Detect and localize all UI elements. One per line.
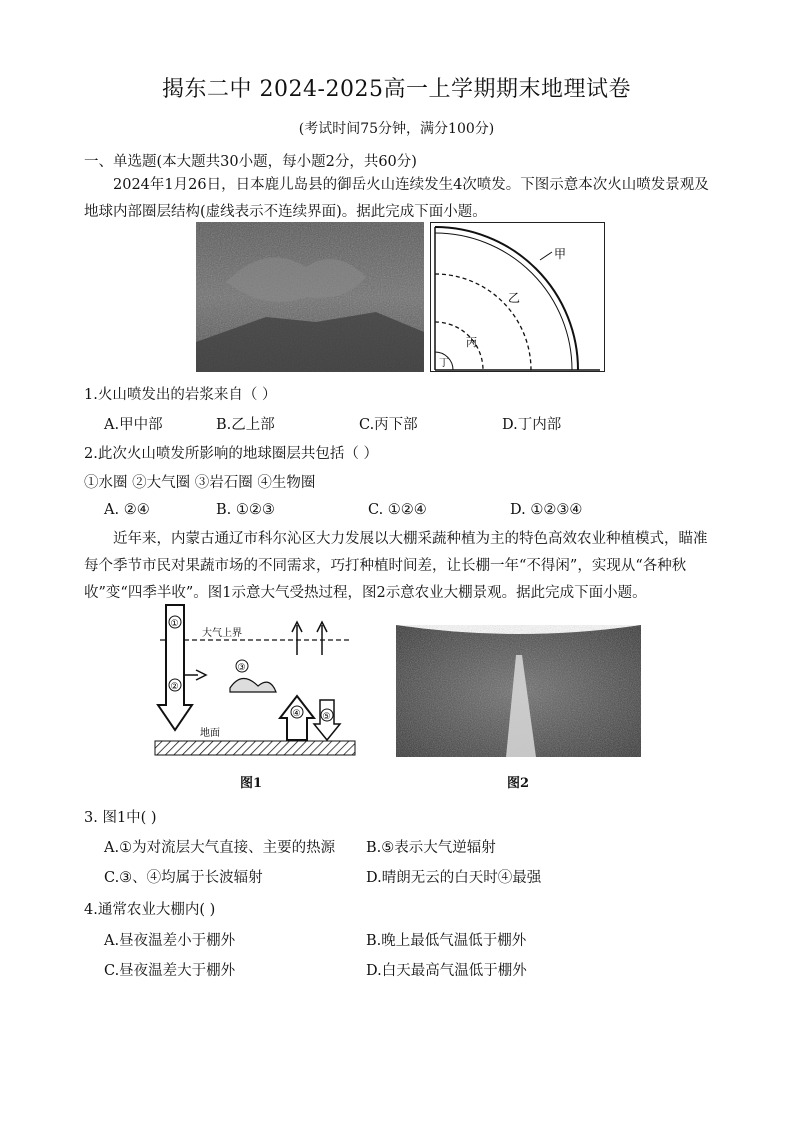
circle-label-3: ③ [237,663,246,673]
q2-option-d: D. ①②③④ [510,502,583,518]
figure-2-caption: 图2 [507,776,530,791]
circle-label-5: ⑤ [322,712,331,722]
q1-option-b: B.乙上部 [216,417,275,433]
circle-label-2: ② [170,682,179,692]
q3-option-b: B.⑤表示大气逆辐射 [366,840,496,856]
q2-option-b: B. ①②③ [216,502,275,518]
layer-label-ding: 丁 [439,358,449,369]
question-1-stem: 1.火山喷发出的岩浆来自（ ） [84,387,277,403]
intro-paragraph-2: 近年来，内蒙古通辽市科尔沁区大力发展以大棚采蔬种植为主的特色高效农业种植模式，瞄准每个季节市民对果蔬市场的不同需求，巧打种植时间差，让长棚一年“不得闲”，实现从“各种秋收”变“四季半收”。图1示意大气受热过程，图2示意农业大棚景观。据此完成下面小题。 [84,531,708,601]
q2-items: ①水圈 ②大气圈 ③岩石圈 ④生物圈 [84,475,316,491]
q2-option-c: C. ①②④ [368,502,427,518]
question-3-stem: 3. 图1中( ) [84,810,157,826]
q1-option-c: C.丙下部 [359,417,418,433]
volcano-photo [196,222,424,372]
question-4-stem: 4.通常农业大棚内( ) [84,902,216,918]
earth-layers-diagram [430,222,605,372]
q4-option-d: D.白天最高气温低于棚外 [366,963,527,979]
layer-label-yi: 乙 [508,291,521,305]
q2-option-a: A. ②④ [104,502,150,518]
layer-label-bing: 丙 [466,336,477,349]
circle-label-4: ④ [292,709,301,719]
q3-option-c: C.③、④均属于长波辐射 [104,870,263,886]
question-2-stem: 2.此次火山喷发所影响的地球圈层共包括（ ） [84,446,378,462]
atmosphere-top-label: 大气上界 [202,628,242,639]
atmosphere-heating-diagram [150,600,360,765]
ground-label: 地面 [200,728,220,739]
greenhouse-photo [396,625,641,757]
section-heading: 一、单选题(本大题共30小题，每小题2分，共60分) [84,154,417,170]
q3-option-d: D.晴朗无云的白天时④最强 [366,870,542,886]
q1-option-d: D.丁内部 [502,417,562,433]
layer-label-jia: 甲 [554,247,567,261]
figure-1-caption: 图1 [240,776,263,791]
exam-subtitle: (考试时间75分钟，满分100分) [298,121,495,137]
exam-title: 揭东二中 2024-2025高一上学期期末地理试卷 [162,77,631,102]
q3-option-a: A.①为对流层大气直接、主要的热源 [104,840,336,856]
q1-option-a: A.甲中部 [104,417,163,433]
q4-option-c: C.昼夜温差大于棚外 [104,963,236,979]
circle-label-1: ① [170,619,179,629]
q4-option-a: A.昼夜温差小于棚外 [104,933,236,949]
q4-option-b: B.晚上最低气温低于棚外 [366,933,527,949]
intro-paragraph-1: 2024年1月26日，日本鹿儿岛县的御岳火山连续发生4次喷发。下图示意本次火山喷发景观及地球内部圈层结构(虚线表示不连续界面)。据此完成下面小题。 [84,177,709,220]
